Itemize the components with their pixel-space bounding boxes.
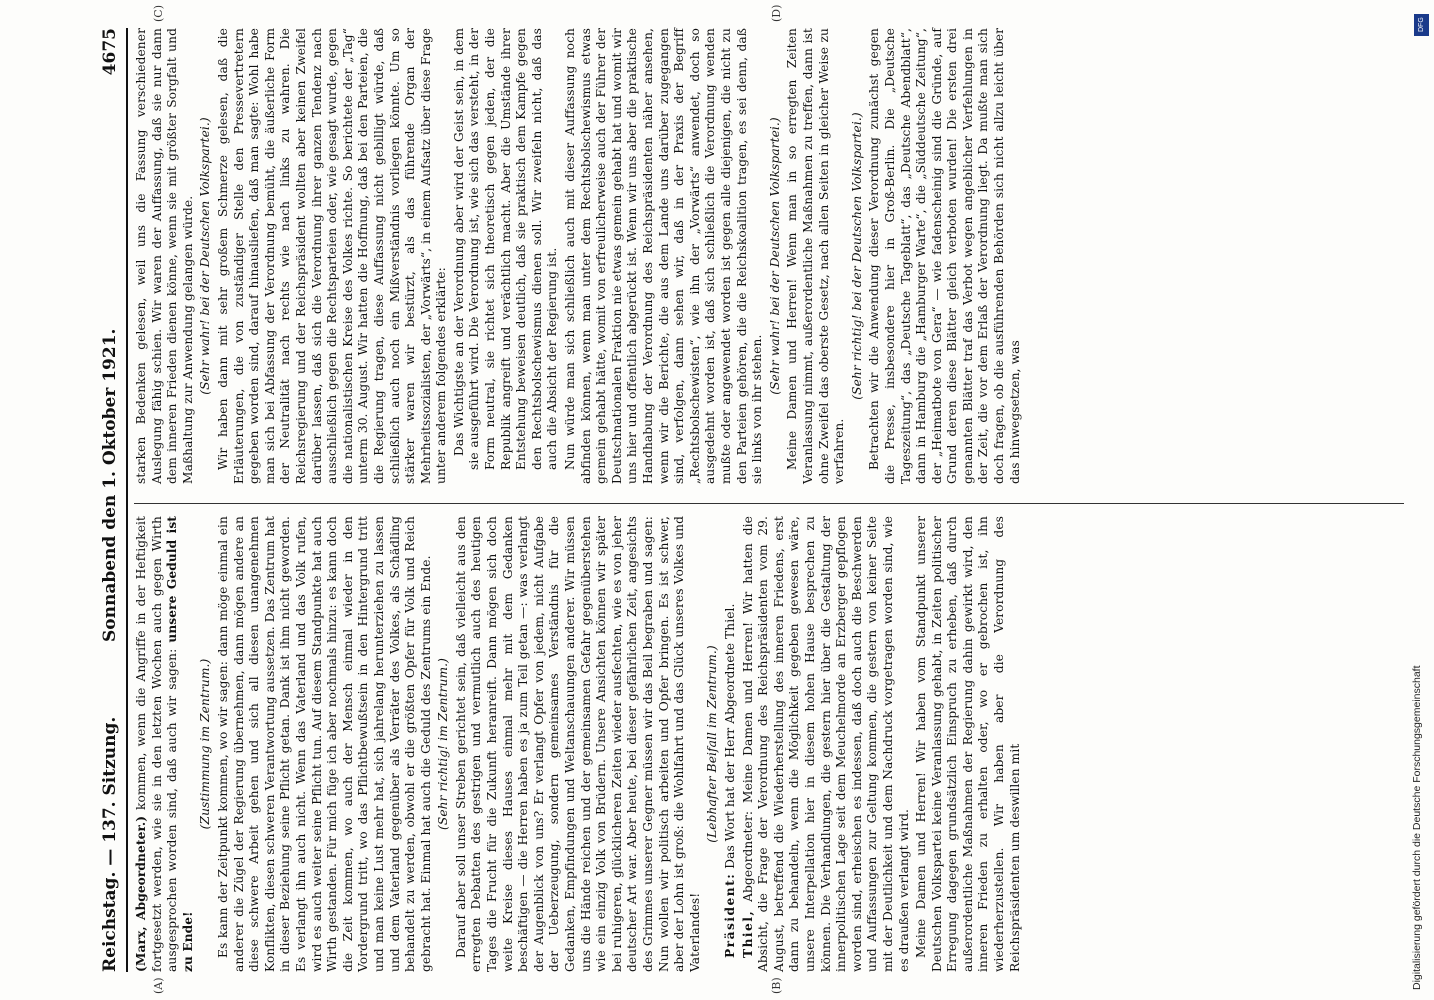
left-column	[134, 516, 1025, 972]
quote-paragraph: Das Wichtigste an der Verordnung aber wird der Geist sein, in dem sie ausgeführt wird. Die Verordnung ist, wie sich das versteht, in der Form neutral, sie richtet sich theoretisch gegen jeden, der die Republik angreift und verächtlich macht. Aber die Umstände ihrer Entstehung beweisen deutlich, daß sie praktisch dem Kampfe gegen den Rechtsbolschewismus dienen soll. Wir zweifeln nicht, daß das auch die Absicht der Regierung ist.	[451, 28, 560, 470]
header-date: Sonnabend den 1. Oktober 1921.	[100, 328, 120, 642]
reaction: (Sehr richtig! im Zentrum.)	[436, 658, 451, 830]
margin-marker-c: (C)	[152, 5, 165, 22]
paragraph: Darauf aber soll unser Streben gerichtet sein, daß vielleicht aus den erregten Debatten des gestrigen und vermutlich auch des heutigen Tages die Frucht für die Zukunft heranreift. Dann mögen sich doch weite Kreise dieses Hauses einmal mehr mit dem Gedanken beschäftigen — die Herren haben es ja zum Teil getan —: was verlangt der Augenblick von uns? Er verlangt Opfer von jedem, nicht Aufgabe der Ueberzeugung, sondern gemeinsames Verständnis für die Gedanken, Empfindungen und Weltanschauungen anderer. Wir müssen uns die Hände reichen und der gemeinsamen Gefahr gegenüberstehen wie ein einzig Volk von Brüdern. Unsere Ansichten können wir später bei ruhigeren, glücklicheren Zeiten wieder ausfechten, wie es von jeher deutscher Art war. Aber heute, bei dieser gefährlichen Zeit, angesichts des Grimmes unserer Gegner müssen wir das Beil begraben und sagen: Nun wollen wir politisch arbeiten und Opfer bringen. Es ist schwer, aber der Lohn ist groß: die Wohlfahrt und das Glück unseres Volkes und Vaterlandes!	[453, 516, 702, 972]
column-divider	[134, 503, 1404, 504]
dfg-logo: DFG	[1414, 14, 1429, 36]
speaker-name: Thiel,	[740, 909, 755, 958]
speaker-name: (Marx, Abgeordneter.)	[134, 815, 148, 972]
paragraph: Nun würde man sich schließlich auch mit dieser Auffassung noch abfinden können, wenn man unter dem Rechtsbolschewismus etwas gemein gehabt hätte, womit von erfreulicherweise auch der Führer der Deutschnationalen Fraktion nie etwas gemein gehabt hat und womit wir uns hier und offentlich abgerückt ist. Wenn wir uns aber die praktische Handhabung der Verordnung des Reichspräsidenten näher ansehen, wenn wir die Berichte, die aus dem Lande uns darüber zugegangen sind, verfolgen, dann sehen wir, daß in der Praxis der Begriff „Rechtsbolschewisten“, wie ihn der „Vorwärts“ anwendet, doch so ausgedehnt worden ist, daß sich schließlich die Verordnung wenden mußte oder angewendet worden ist gegen alle diejenigen, die nicht zu den Parteien gehören, die die Reichskoalition tragen, es sei denn, daß sie links von ihr stehen.	[563, 28, 765, 484]
digitization-credit	[1411, 10, 1431, 990]
right-column	[134, 28, 1025, 484]
reaction: (Sehr richtig! bei der Deutschen Volkspartei.)	[849, 112, 864, 400]
credit-text: Digitalisierung gefördert durch die Deutsche Forschungsgemeinschaft	[1411, 665, 1423, 990]
reaction: (Sehr wahr! bei der Deutschen Volkspartei.)	[767, 117, 782, 395]
paragraph: starken Bedenken gelesen, weil uns die Fassung verschiedener Auslegung fähig schien. Wir waren der Auffassung, daß sie nur dann dem inneren Frieden dienen könne, wenn sie mit größter Sorgfalt und Maßhaltung zur Anwendung gelangen würde.	[134, 28, 195, 484]
paragraph	[723, 516, 739, 972]
paragraph: Es kann der Zeitpunkt kommen, wo wir sagen: dann möge einmal ein anderer die Zügel der Regierung übernehmen, dann mögen andere an diese schwere Arbeit gehen und sich all diesen unangenehmen Konflikten, diesen schweren Verantwortung aussetzen. Das Zentrum hat in dieser Beziehung seine Pflicht getan. Dank ist ihm nicht geworden. Es verlangt ihn auch nicht. Wenn das Vaterland und das Volk rufen, wird es auch weiter seine Pflicht tun. Auf diesem Standpunkte hat auch Wirth gestanden. Für mich füge ich aber nochmals hinzu: es kann doch die Zeit kommen, wo auch der Mensch einmal wieder in den Vordergrund tritt, wo das Pflichtbewußtsein in den Hintergrund tritt und man keine Lust mehr hat, sich jahrelang herunterziehen zu lassen und dem Vaterland gegenüber als Verräter des Volkes, als Schädling behandelt zu werden, obwohl er die größten Opfer für Volk und Reich gebracht hat. Einmal hat auch die Geduld des Zentrums ein Ende.	[215, 516, 433, 972]
margin-marker-d: (D)	[770, 4, 783, 22]
page-header	[98, 28, 128, 972]
margin-marker-b: (B)	[770, 977, 783, 994]
emphasis-text: unsere Geduld ist zu Ende!	[165, 515, 195, 972]
paragraph	[741, 516, 913, 972]
reaction: (Lebhafter Beifall im Zentrum.)	[705, 645, 720, 843]
paragraph: Meine Damen und Herren! Wenn man in so erregten Zeiten Veranlassung nimmt, außerordentliche Maßnahmen zu treffen, dann ist ohne Zweifel das oberste Gesetz, nach allen Seiten in gleicher Weise zu verfahren.	[785, 28, 847, 484]
paragraph	[134, 516, 196, 972]
paragraph: Meine Damen und Herren! Wir haben vom Standpunkt unserer Deutschen Volkspartei keine Veranlassung gehabt, in Zeiten politischer Erregung dagegen grundsätzlich Einspruch zu erheben, daß durch außerordentliche Maßnahmen der Regierung dahin gewirkt wird, den inneren Frieden zu erhalten oder, wo er gebrochen ist, ihn wiederherzustellen. Wir haben aber die Verordnung des Reichspräsidenten um deswillen mit	[914, 516, 1022, 972]
paragraph-text: Abgeordneter: Meine Damen und Herren! Wir hatten die Absicht, die Frage der Verordnung des Reichspräsidenten vom 29. August, betreffend die Wiederherstellung des inneren Friedens, erst dann zu behandeln, wenn die Möglichkeit gegeben gewesen wäre, unsere Interpellation hier in diesem hohen Hause besprechen zu können. Die Verhandlungen, die gestern hier über die Gestaltung der innerpolitischen Lage seit dem Meuchelmorde an Erzberger gepflogen worden sind, erheischen es indessen, daß doch auch die Beschwerden und Auffassungen zur Geltung kommen, die gestern von keiner Seite mit der Deutlichkeit und dem Nachdruck vorgetragen worden sind, wie es draußen verlangt wird.	[740, 516, 911, 972]
paragraph-text: kommen, wenn die Angriffe in der Heftigkeit fortgesetzt werden, wie sie in den letzten Wochen auch gegen Wirth ausgesprochen worden sind, daß auch wir sagen:	[134, 516, 180, 972]
paragraph: Betrachten wir die Anwendung dieser Verordnung zunächst gegen die Presse, insbesondere hier in Groß-Berlin. Die „Deutsche Tageszeitung“, das „Deutsche Tageblatt“, das „Deutsche Abendblatt“, dann in Hamburg die „Hamburger Warte“, die „Süddeutsche Zeitung“, der „Heimatbote von Gera“ — wie fadenscheinig sind die Gründe, auf Grund deren diese Blätter gleich verboten wurden! Die ersten drei genannten Blätter traf das Verbot wegen angeblicher Verfehlungen in der Zeit, die vor dem Erlaß der Verordnung liegt. Da mußte man sich doch fragen, ob die ausführenden Behörden sich nicht allzu leicht über das hinwegsetzen, was	[867, 28, 1022, 484]
speaker-name: Präsident:	[722, 872, 737, 958]
paragraph: Wir haben dann mit sehr großem Schmerze gelesen, daß die Erläuterungen, die von zuständiger Stelle den Pressevertretern gegeben worden sind, darauf hinausliefen, daß man sagte: Wohl habe man sich bei Abfassung der Verordnung bemüht, die äußerliche Form der Neutralität nach rechts wie nach links zu wahren. Die Reichsregierung und der Reichspräsident wollten aber keinen Zweifel darüber lassen, daß sich die Verordnung ihrer ganzen Tendenz nach ausschließlich gegen die Rechtsparteien oder, wie gesagt wurde, gegen die nationalistischen Kreise des Volkes richte. So berichtete der „Tag“ unterm 30. August. Wir hatten die Hoffnung, daß bei den Parteien, die die Regierung tragen, diese Auffassung nicht gebilligt würde, daß schließlich auch noch ein Mißverständnis vorliegen könnte. Um so stärker waren wir bestürzt, als das führende Organ der Mehrheitssozialisten, der „Vorwärts“, in einem Aufsatz über diese Frage unter anderem folgendes erklärte:	[215, 28, 449, 484]
reaction: (Zustimmung im Zentrum.)	[198, 658, 213, 830]
header-left: Reichstag. — 137. Sitzung.	[100, 716, 120, 972]
reaction: (Sehr wahr! bei der Deutschen Volkspartei.)	[198, 117, 213, 395]
paragraph-text: Das Wort hat der Herr Abgeordnete Thiel.	[722, 603, 737, 869]
margin-marker-a: (A)	[152, 977, 165, 994]
page-number: 4675	[100, 28, 120, 76]
rotated-page	[90, 0, 1420, 1000]
